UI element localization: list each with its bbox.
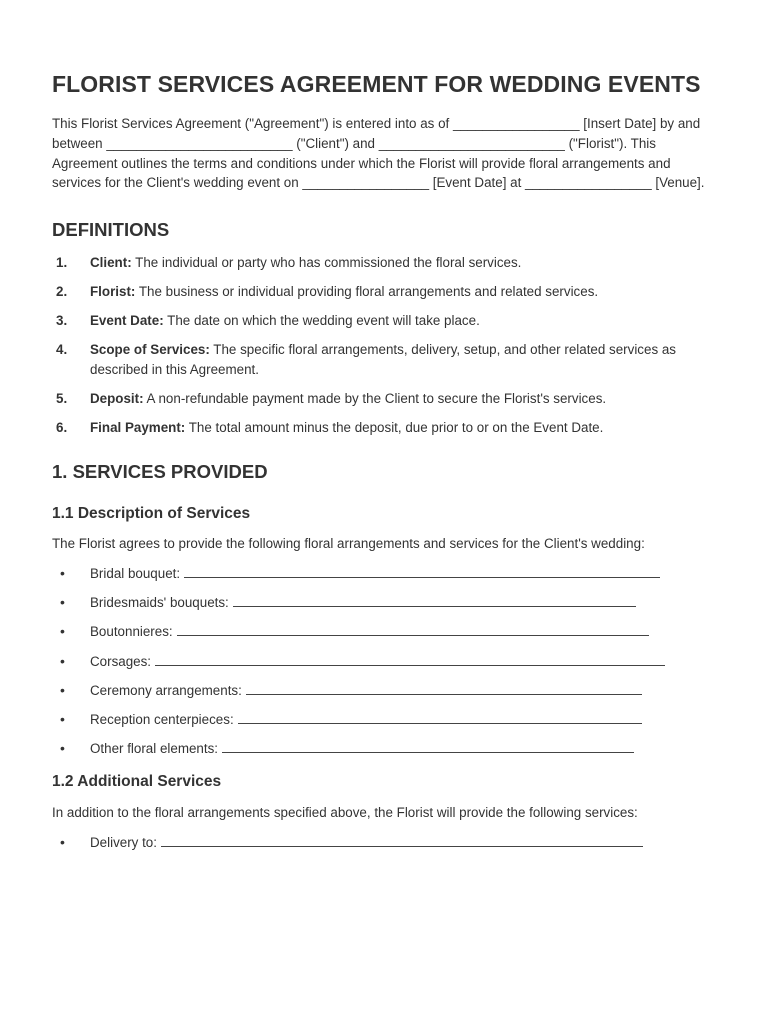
additional-services-list — [52, 833, 722, 862]
service-item-reception-centerpieces — [52, 710, 722, 739]
definition-text: The specific floral arrangements, delivery, setup, and other related services as described in this Agreement. — [90, 342, 677, 377]
additional-service-item-delivery — [52, 833, 722, 862]
service-label: Corsages: — [90, 653, 152, 669]
intro-paragraph: This Florist Services Agreement ("Agreement") is entered into as of _________________ [Insert Date] by and between _________________________ ("Client") and _________________________ ("Florist"). This Agreement outlines the terms and conditions under which the Florist will provide floral arrangements and services for the Client's wedding event on _________________ [Event Date] at _________________ [Venue]. — [52, 116, 705, 191]
definition-number: 5. — [56, 390, 68, 406]
definition-text: The total amount minus the deposit, due prior to or on the Event Date. — [185, 419, 604, 435]
definition-term: Scope of Services: — [90, 342, 210, 358]
definitions-heading: DEFINITIONS — [52, 219, 170, 241]
document-title: FLORIST SERVICES AGREEMENT FOR WEDDING EVENTS — [52, 71, 701, 97]
definition-item — [52, 389, 722, 409]
service-label: Ceremony arrangements: — [90, 682, 242, 698]
service-label: Boutonnieres: — [90, 624, 173, 640]
section-1-2-text: In addition to the floral arrangements specified above, the Florist will provide the following services: — [52, 805, 638, 821]
service-label: Reception centerpieces: — [90, 711, 234, 727]
service-item-bridesmaids-bouquets — [52, 593, 722, 622]
definition-number: 6. — [56, 419, 68, 435]
service-item-bridal-bouquet — [52, 564, 722, 593]
bullet-icon: • — [60, 834, 65, 851]
definition-item — [52, 311, 722, 331]
definition-text: The date on which the wedding event will take place. — [163, 313, 480, 329]
section-1-heading: 1. SERVICES PROVIDED — [52, 461, 268, 483]
bullet-icon: • — [60, 564, 65, 581]
definition-term: Event Date: — [90, 313, 164, 329]
bullet-icon: • — [60, 740, 65, 757]
definitions-list — [52, 253, 722, 437]
definition-term: Florist: — [90, 284, 136, 300]
definition-term: Deposit: — [90, 390, 144, 406]
definition-number: 3. — [56, 313, 68, 329]
service-item-other-floral-elements — [52, 739, 722, 768]
bullet-icon: • — [60, 681, 65, 698]
definition-number: 2. — [56, 284, 68, 300]
service-item-ceremony-arrangements — [52, 681, 722, 710]
blank-line — [238, 711, 642, 724]
section-1-1-text: The Florist agrees to provide the following floral arrangements and services for the Client's wedding: — [52, 536, 645, 552]
definition-term: Final Payment: — [90, 419, 186, 435]
blank-line — [155, 653, 665, 666]
definition-number: 1. — [56, 255, 68, 271]
bullet-icon: • — [60, 594, 65, 611]
services-list — [52, 564, 722, 768]
bullet-icon: • — [60, 652, 65, 669]
definition-item — [52, 418, 722, 438]
definition-item — [52, 340, 722, 379]
definition-text: A non-refundable payment made by the Client to secure the Florist's services. — [143, 390, 607, 406]
bullet-icon: • — [60, 710, 65, 727]
definition-number: 4. — [56, 342, 68, 358]
definition-text: The business or individual providing floral arrangements and related services. — [135, 284, 599, 300]
service-label: Other floral elements: — [90, 741, 219, 757]
definition-text: The individual or party who has commissioned the floral services. — [131, 255, 522, 271]
blank-line — [222, 740, 634, 753]
service-label: Bridesmaids' bouquets: — [90, 595, 229, 611]
service-label: Bridal bouquet: — [90, 565, 181, 581]
blank-line — [233, 594, 636, 607]
service-item-corsages — [52, 652, 722, 681]
service-item-boutonnieres — [52, 622, 722, 651]
section-1-1-heading: 1.1 Description of Services — [52, 505, 251, 523]
definition-term: Client: — [90, 255, 132, 271]
service-label: Delivery to: — [90, 835, 157, 851]
blank-line — [177, 623, 649, 636]
blank-line — [161, 834, 643, 847]
bullet-icon: • — [60, 623, 65, 640]
section-1-2-heading: 1.2 Additional Services — [52, 773, 222, 791]
blank-line — [184, 565, 660, 578]
blank-line — [246, 682, 642, 695]
definition-item — [52, 282, 722, 302]
definition-item — [52, 253, 722, 273]
